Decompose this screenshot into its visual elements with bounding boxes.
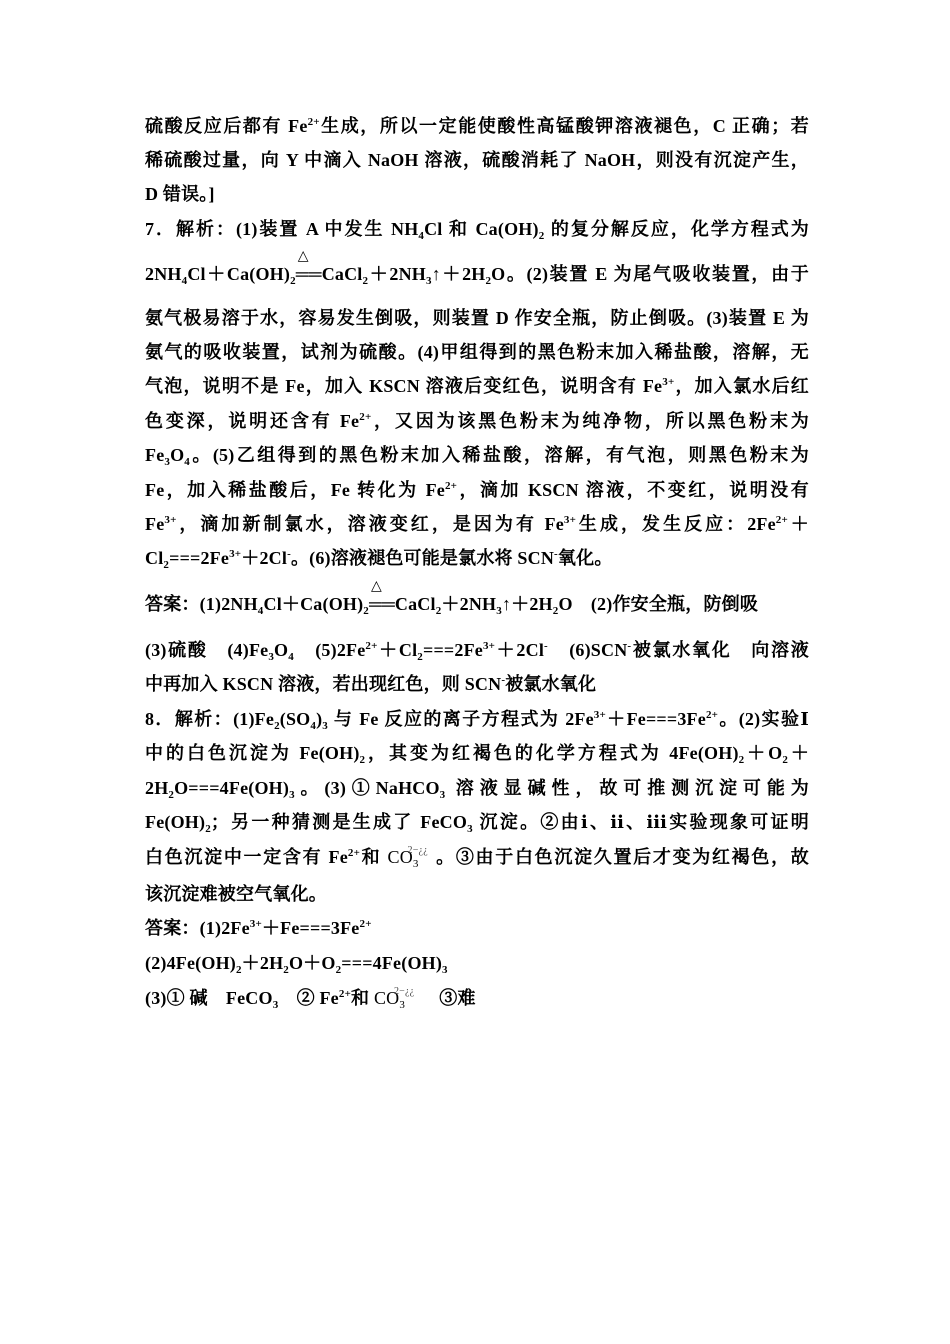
reaction-equals: ══ [369,594,395,614]
subscript: 2 [168,789,175,801]
superscript: - [287,548,291,560]
text-run: Fe(OH) [145,812,206,832]
text-line [145,113,809,139]
text-line [145,249,809,287]
subscript: 2 [163,559,170,571]
subscript: 2 [205,823,211,835]
heating-condition [369,579,395,617]
subscript: 3 [467,823,473,835]
text-run: 沉淀。②由ⅰ、ⅱ、ⅲ实验现象可证明 [472,812,809,832]
text-run: 的复分解反应，化学方程式为 [544,219,809,239]
text-line [145,985,809,1014]
text-run: 与 Fe 反应的离子方程式为 2Fe [327,709,594,729]
subscript: 2 [290,275,296,287]
text-run: ===4Fe(OH) [341,953,443,973]
text-run: 答案：(1)2NH [145,594,258,614]
text-line [145,373,809,399]
text-run: Cl [145,548,164,568]
text-run: O (2)作安全瓶，防倒吸 [558,594,759,614]
ion-charge: 2−¿¿ [393,986,415,997]
text-line [145,775,809,801]
subscript: 2 [283,964,289,976]
subscript: 2 [485,275,492,287]
text-run: (SO [279,709,311,729]
text-line [145,881,809,907]
subscript: 2 [274,720,280,732]
text-line [145,511,809,537]
text-line [145,950,809,976]
text-run: Cl 和 Ca(OH) [424,219,539,239]
text-line [145,408,809,434]
text-run: 7．解析：(1)装置 A 中发生 NH [145,219,419,239]
text-line [145,147,809,173]
text-run: ＋ [788,743,810,763]
text-run: ) [316,709,323,729]
text-line [145,545,809,571]
text-run: ② Fe [278,988,339,1008]
text-run: D 错误。] [145,184,215,204]
text-run: ＋Cl [377,640,418,660]
text-run: 答案：(1)2Fe [145,918,250,938]
text-run: ↑＋2H [501,594,553,614]
text-run: ===2Fe [423,640,483,660]
text-run: ＋2Cl [495,640,545,660]
subscript: 2 [362,275,369,287]
text-run: ↑＋2H [431,264,486,284]
text-line [145,915,809,941]
text-run: ③难 [421,988,476,1008]
text-run: ===2Fe [169,548,230,568]
carbonate-ion [373,986,421,1011]
text-line [145,477,809,503]
text-run: Fe，加入稀盐酸后，Fe 转化为 Fe [145,480,445,500]
text-run: 中的白色沉淀为 Fe(OH) [145,743,360,763]
text-run: O＋O [288,953,336,973]
subscript: 4 [310,720,317,732]
superscript: 2+ [365,640,378,652]
text-run: Cl＋Ca(OH) [263,594,364,614]
superscript: 2+ [347,847,361,859]
text-line [145,305,809,331]
text-line [145,637,809,663]
subscript: 2 [538,230,545,242]
text-line [145,442,809,468]
superscript: 2+ [705,709,719,721]
text-run: ＋2Cl [241,548,288,568]
superscript: 2+ [359,411,372,423]
text-run: 。③由于白色沉淀久置后才变为红褐色，故 [434,847,809,867]
text-run: O [170,445,185,465]
subscript: 2 [738,754,745,766]
ion-subscript: 3 [399,999,406,1011]
subscript: 2 [359,754,366,766]
subscript: 3 [425,275,432,287]
text-run: Cl＋Ca(OH) [187,264,291,284]
subscript: 2 [335,964,342,976]
text-line [145,181,809,207]
superscript: - [501,674,506,686]
subscript: 3 [496,605,502,617]
text-run: 生成，发生反应：2Fe [576,514,776,534]
text-run: ＋2NH [368,264,426,284]
subscript: 3 [442,964,448,976]
text-run: ＋O [744,743,783,763]
text-line [145,706,809,732]
text-run: 氧化。 [557,548,613,568]
text-run: CaCl [394,594,436,614]
subscript: 3 [289,789,295,801]
subscript: 2 [552,605,559,617]
text-run: ，其变为红褐色的化学方程式为 4Fe(OH) [365,743,739,763]
carbonate-ion [387,845,435,870]
text-run: 和 [351,988,374,1008]
heating-condition [295,249,322,287]
text-run: 氨气极易溶于水，容易发生倒吸，则装置 D 作安全瓶，防止倒吸。(3)装置 E 为 [145,308,809,328]
text-run: ，又因为该黑色粉末为纯净物，所以黑色粉末为 [371,411,809,431]
text-line [145,844,809,873]
subscript: 4 [181,275,188,287]
text-line [145,216,809,242]
subscript: 3 [272,999,279,1011]
text-run: (3)① 碱 FeCO [145,988,273,1008]
text-run: 色变深，说明还含有 Fe [145,411,360,431]
superscript: - [554,548,558,560]
text-run: CaCl [321,264,363,284]
text-run: (5)2Fe [293,640,366,660]
superscript: 2+ [444,480,458,492]
superscript: 2+ [338,988,352,1000]
text-run: ＋2H [241,953,284,973]
ion-base: CO [387,847,413,867]
subscript: 2 [235,964,242,976]
text-run: (2)4Fe(OH) [145,953,236,973]
subscript: 4 [418,230,425,242]
text-line [145,579,809,617]
text-line [145,339,809,365]
text-run: Fe [145,514,165,534]
text-run: 气泡，说明不是 Fe，加入 KSCN 溶液后变红色，说明含有 Fe [145,376,663,396]
text-run: ＋Fe===3Fe [605,709,706,729]
text-run: 稀硫酸过量，向 Y 中滴入 NaOH 溶液，硫酸消耗了 NaOH，则没有沉淀产生， [145,150,809,170]
text-run: O===4Fe(OH) [174,778,290,798]
subscript: 4 [288,651,294,663]
ion-subscript: 3 [412,858,419,870]
text-run: 2H [145,778,169,798]
text-run: 溶液显碱性，故可推测沉淀可能为 [445,778,809,798]
superscript: 3+ [482,640,496,652]
superscript: 2+ [775,514,788,526]
superscript: - [544,640,548,652]
text-run: 和 [360,847,388,867]
superscript: 3+ [563,514,577,526]
text-run: 。(3)①NaHCO [294,778,440,798]
subscript: 3 [268,651,275,663]
text-run: 。(5)乙组得到的黑色粉末加入稀盐酸，溶解，有气泡，则黑色粉末为 [190,445,809,465]
text-line [145,740,809,766]
subscript: 2 [417,651,423,663]
text-run: 2NH [145,264,182,284]
superscript: 2+ [307,116,320,128]
text-run: O [274,640,289,660]
subscript: 4 [257,605,264,617]
superscript: 3+ [593,709,606,721]
text-run: 8．解析：(1)Fe [145,709,275,729]
text-run: 。(2)实验Ⅰ [718,709,809,729]
subscript: 4 [184,456,190,468]
subscript: 3 [164,456,171,468]
text-run: 被氯水氧化 向溶液 [631,640,809,660]
text-run: 该沉淀难被空气氧化。 [145,884,327,904]
text-run: ；另一种猜测是生成了 FeCO [210,812,468,832]
text-run: (3)硫酸 (4)Fe [145,640,269,660]
subscript: 2 [435,605,442,617]
superscript: 2+ [359,918,372,930]
text-run: (6)SCN [547,640,628,660]
text-run: ＋Fe===3Fe [261,918,360,938]
text-run: O。(2)装置 E 为尾气吸收装置，由于 [491,264,809,284]
superscript: - [627,640,632,652]
text-line [145,809,809,835]
text-run: 。(6)溶液褪色可能是氯水将 SCN [290,548,555,568]
delta-icon: △ [371,579,382,594]
superscript: 3+ [249,918,262,930]
text-line [145,671,809,697]
text-run: 白色沉淀中一定含有 Fe [145,847,348,867]
subscript: 2 [363,605,369,617]
subscript: 2 [782,754,789,766]
superscript: 3+ [229,548,242,560]
text-run: 氨气的吸收装置，试剂为硫酸。(4)甲组得到的黑色粉末加入稀盐酸，溶解，无 [145,342,809,362]
delta-icon: △ [297,249,309,264]
superscript: 3+ [164,514,177,526]
subscript: 3 [322,720,328,732]
text-run: 被氯水氧化 [505,674,597,694]
superscript: 3+ [662,376,675,388]
text-run: ，滴加 KSCN 溶液，不变红，说明没有 [457,480,809,500]
text-run: ，滴加新制氯水，溶液变红，是因为有 Fe [176,514,564,534]
ion-charge: 2−¿¿ [407,845,428,856]
text-run: 生成，所以一定能使酸性高锰酸钾溶液褪色，C 正确；若 [319,116,810,136]
text-run: ＋2NH [441,594,497,614]
subscript: 3 [439,789,446,801]
text-run: 硫酸反应后都有 Fe [145,116,308,136]
text-run: ＋ [787,514,810,534]
text-run: ，加入氯水后红 [674,376,810,396]
reaction-equals: ══ [295,264,322,284]
ion-base: CO [373,988,400,1008]
text-run: 中再加入 KSCN 溶液，若出现红色，则 SCN [145,674,502,694]
text-run: Fe [145,445,165,465]
